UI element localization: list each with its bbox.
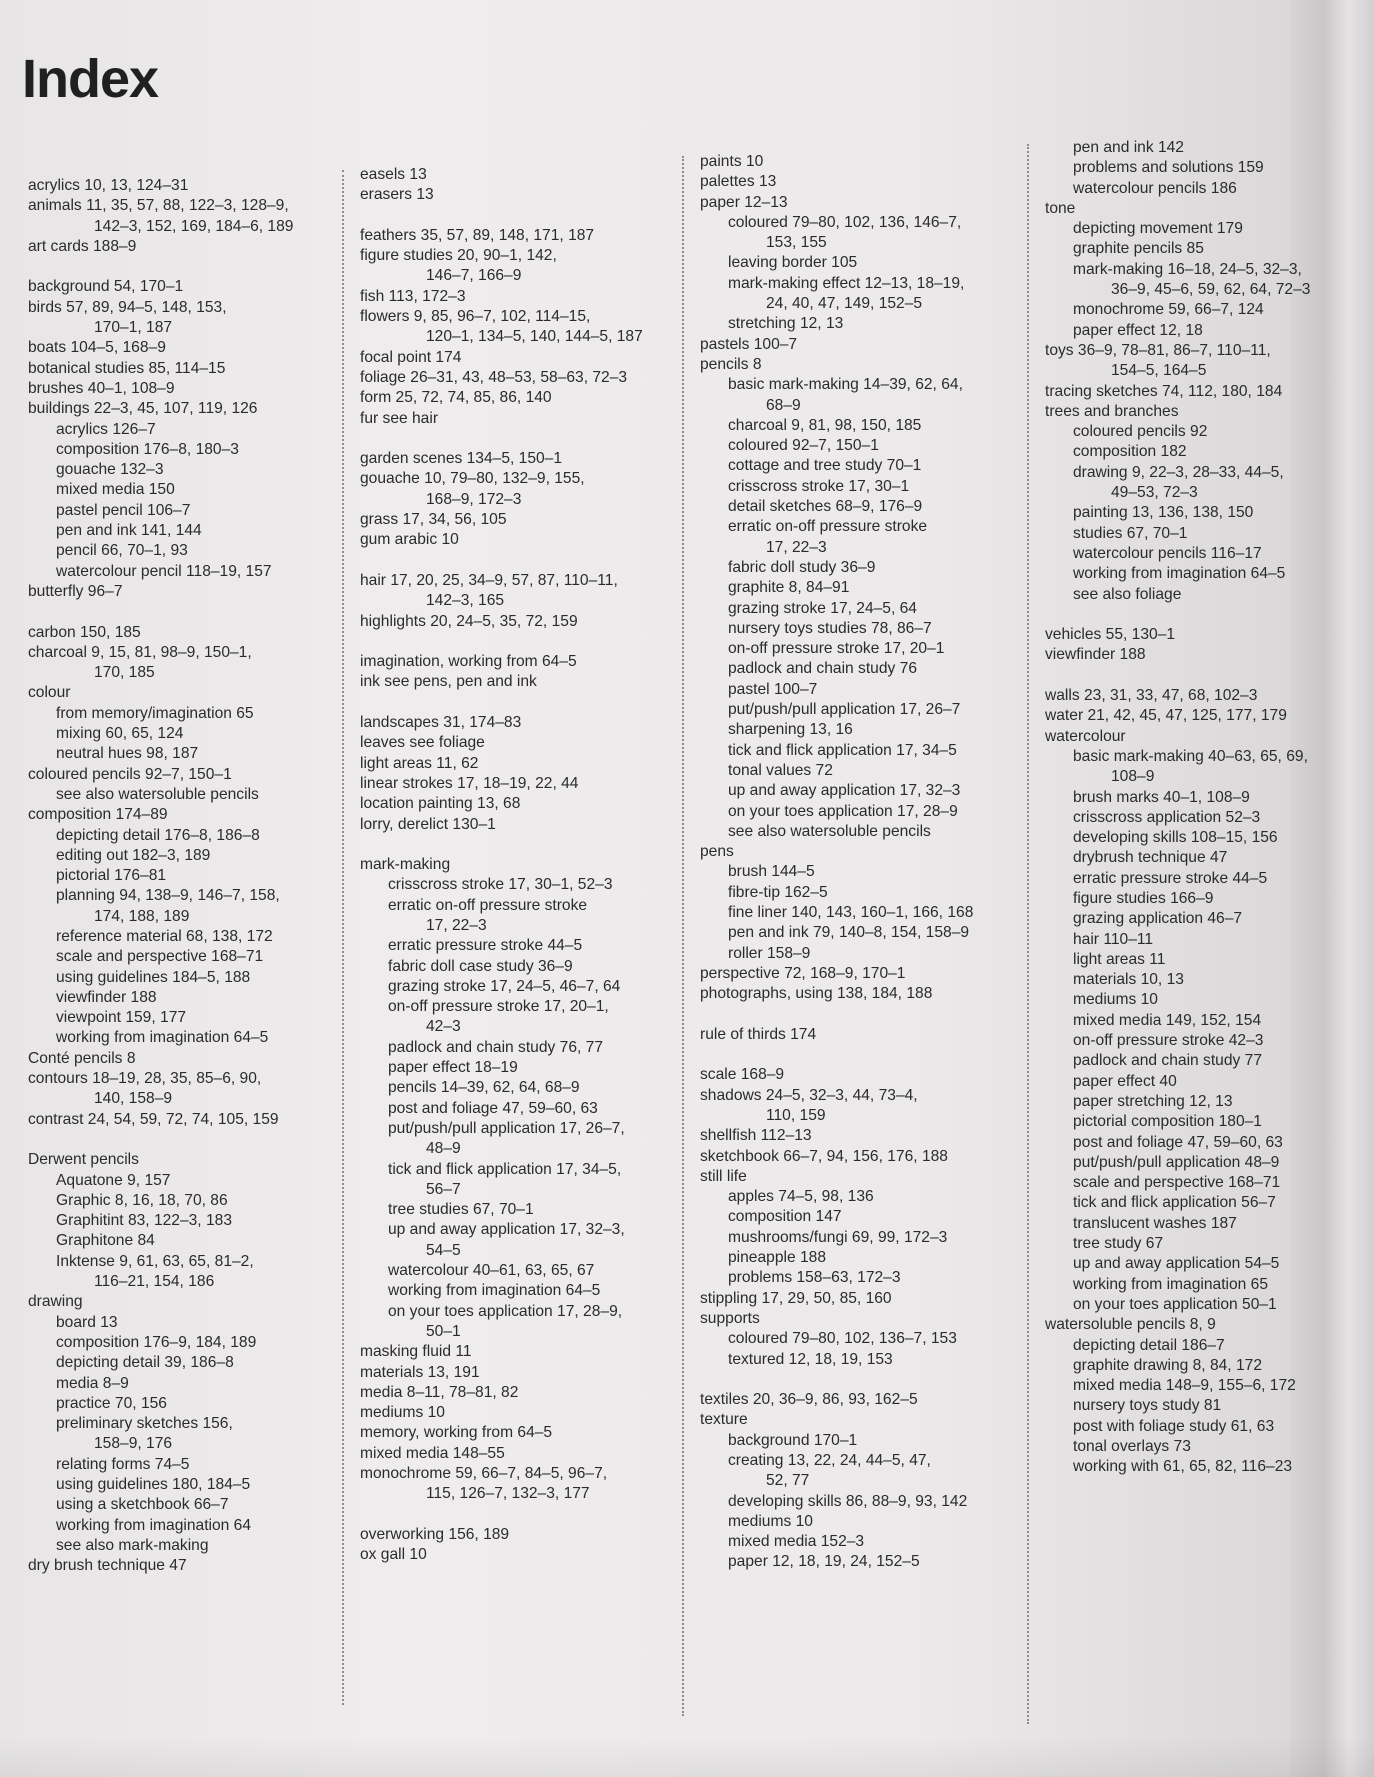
index-entry-continuation: 153, 155 [766, 234, 827, 252]
index-entry: coloured pencils 92–7, 150–1 [28, 765, 232, 783]
index-subentry: mediums 10 [1073, 991, 1158, 1009]
index-entry: Conté pencils 8 [28, 1049, 136, 1067]
index-subentry: translucent washes 187 [1073, 1214, 1237, 1232]
index-subentry: watercolour pencil 118–19, 157 [56, 562, 272, 580]
entry-spacer [360, 835, 660, 855]
index-entry: drawing [28, 1293, 83, 1311]
index-entry-continuation: 50–1 [426, 1322, 461, 1340]
index-entry: palettes 13 [700, 173, 777, 191]
index-subentry: nursery toys studies 78, 86–7 [728, 619, 932, 637]
entry-spacer [360, 206, 660, 226]
index-subentry: leaving border 105 [728, 254, 858, 272]
index-entry: form 25, 72, 74, 85, 86, 140 [360, 389, 552, 407]
entry-spacer [360, 1505, 660, 1525]
index-entry: boats 104–5, 168–9 [28, 339, 166, 357]
index-subentry: coloured 92–7, 150–1 [728, 437, 879, 455]
index-entry: background 54, 170–1 [28, 278, 184, 296]
index-entry: leaves see foliage [360, 734, 485, 752]
index-subentry: up and away application 17, 32–3 [728, 782, 961, 800]
index-subentry: mediums 10 [728, 1512, 813, 1530]
index-subentry: crisscross stroke 17, 30–1 [728, 477, 910, 495]
index-entry: acrylics 10, 13, 124–31 [28, 177, 189, 194]
index-entry: ox gall 10 [360, 1546, 427, 1564]
index-subentry: Graphitone 84 [56, 1232, 155, 1250]
index-subentry: up and away application 54–5 [1073, 1255, 1280, 1273]
index-subentry: tick and flick application 56–7 [1073, 1194, 1276, 1212]
index-entry: gouache 10, 79–80, 132–9, 155, [360, 470, 585, 488]
index-entry: carbon 150, 185 [28, 623, 141, 641]
index-entry: perspective 72, 168–9, 170–1 [700, 964, 906, 982]
index-entry: texture [700, 1411, 748, 1429]
index-entry: ink see pens, pen and ink [360, 673, 537, 691]
index-entry: paper 12–13 [700, 193, 788, 211]
index-subentry: tonal overlays 73 [1073, 1438, 1191, 1455]
index-entry: highlights 20, 24–5, 35, 72, 159 [360, 612, 578, 630]
index-subentry: pen and ink 142 [1073, 139, 1184, 156]
index-subentry: tree study 67 [1073, 1235, 1164, 1253]
index-subentry: mixed media 152–3 [728, 1533, 865, 1551]
index-entry: composition 174–89 [28, 806, 168, 824]
index-subentry: hair 110–11 [1073, 930, 1154, 948]
index-subentry: gouache 132–3 [56, 461, 164, 479]
index-subentry: basic mark-making 40–63, 65, 69, [1073, 747, 1308, 765]
index-entry: erasers 13 [360, 186, 434, 204]
index-subentry: on your toes application 17, 28–9 [728, 802, 958, 820]
entry-spacer [700, 1004, 1000, 1024]
index-subentry: post and foliage 47, 59–60, 63 [388, 1099, 598, 1117]
index-entry: foliage 26–31, 43, 48–53, 58–63, 72–3 [360, 368, 628, 386]
index-subentry: tree studies 67, 70–1 [388, 1201, 534, 1219]
index-entry-continuation: 48–9 [426, 1140, 461, 1158]
index-subentry: padlock and chain study 77 [1073, 1052, 1262, 1070]
index-subentry: paper effect 18–19 [388, 1059, 518, 1077]
index-entry: dry brush technique 47 [28, 1557, 187, 1575]
index-subentry: crisscross stroke 17, 30–1, 52–3 [388, 876, 613, 894]
index-subentry: pencils 14–39, 62, 64, 68–9 [388, 1079, 580, 1097]
index-subentry: composition 176–9, 184, 189 [56, 1333, 257, 1351]
index-entry: butterfly 96–7 [28, 582, 123, 600]
index-entry: landscapes 31, 174–83 [360, 714, 522, 732]
index-column-3 [700, 152, 1000, 1573]
index-subentry: pineapple 188 [728, 1249, 826, 1267]
index-subentry: fibre-tip 162–5 [728, 883, 828, 901]
index-entry-continuation: 170–1, 187 [94, 319, 173, 337]
index-subentry: mushrooms/fungi 69, 99, 172–3 [728, 1228, 948, 1246]
index-subentry: depicting detail 186–7 [1073, 1336, 1225, 1354]
index-subentry: mixed media 148–9, 155–6, 172 [1073, 1377, 1296, 1395]
index-subentry: graphite drawing 8, 84, 172 [1073, 1356, 1262, 1374]
entry-spacer [360, 551, 660, 571]
index-subentry: neutral hues 98, 187 [56, 745, 199, 763]
index-subentry: basic mark-making 14–39, 62, 64, [728, 376, 963, 394]
index-subentry: erratic pressure stroke 44–5 [388, 937, 583, 955]
index-subentry: problems 158–63, 172–3 [728, 1269, 901, 1287]
index-entry: watercolour [1045, 727, 1126, 745]
index-subentry: roller 158–9 [728, 944, 811, 962]
index-entry: Derwent pencils [28, 1151, 139, 1169]
index-subentry: monochrome 59, 66–7, 124 [1073, 301, 1264, 319]
index-subentry: see also mark-making [56, 1536, 209, 1554]
index-entry: pastels 100–7 [700, 335, 798, 353]
index-subentry: pictorial 176–81 [56, 867, 167, 885]
index-entry: vehicles 55, 130–1 [1045, 626, 1176, 644]
index-entry: rule of thirds 174 [700, 1025, 817, 1043]
index-subentry: pictorial composition 180–1 [1073, 1113, 1262, 1131]
index-entry-continuation: 116–21, 154, 186 [94, 1273, 215, 1291]
index-subentry: paper stretching 12, 13 [1073, 1092, 1233, 1110]
entry-spacer [700, 1370, 1000, 1390]
index-subentry: working from imagination 65 [1073, 1275, 1269, 1293]
index-entry: photographs, using 138, 184, 188 [700, 985, 933, 1003]
index-subentry: stretching 12, 13 [728, 315, 844, 333]
index-subentry: editing out 182–3, 189 [56, 846, 211, 864]
index-subentry: textured 12, 18, 19, 153 [728, 1350, 893, 1368]
index-entry: walls 23, 31, 33, 47, 68, 102–3 [1045, 687, 1258, 705]
index-subentry: developing skills 108–15, 156 [1073, 829, 1278, 847]
index-subentry: problems and solutions 159 [1073, 159, 1264, 177]
entry-spacer [28, 1130, 328, 1150]
index-entry-continuation: 146–7, 166–9 [426, 267, 522, 285]
entry-spacer [360, 632, 660, 652]
index-subentry: Graphitint 83, 122–3, 183 [56, 1212, 232, 1230]
index-entry-continuation: 54–5 [426, 1241, 461, 1259]
entry-spacer [700, 1045, 1000, 1065]
index-subentry: grazing application 46–7 [1073, 910, 1243, 928]
index-subentry: watercolour pencils 186 [1073, 179, 1237, 197]
index-entry: media 8–11, 78–81, 82 [360, 1383, 519, 1401]
index-entry: birds 57, 89, 94–5, 148, 153, [28, 298, 227, 316]
index-subentry: working with 61, 65, 82, 116–23 [1073, 1458, 1293, 1476]
index-subentry: composition 182 [1073, 443, 1187, 461]
index-subentry: acrylics 126–7 [56, 420, 156, 438]
index-subentry: Inktense 9, 61, 63, 65, 81–2, [56, 1252, 254, 1270]
index-subentry: crisscross application 52–3 [1073, 808, 1261, 826]
index-entry-continuation: 42–3 [426, 1018, 461, 1036]
index-subentry: nursery toys study 81 [1073, 1397, 1222, 1415]
index-subentry: cottage and tree study 70–1 [728, 457, 922, 475]
index-subentry: depicting detail 176–8, 186–8 [56, 826, 260, 844]
index-entry-continuation: 68–9 [766, 396, 801, 414]
index-subentry: erratic pressure stroke 44–5 [1073, 869, 1268, 887]
index-subentry: working from imagination 64 [56, 1516, 252, 1534]
index-entry: still life [700, 1167, 747, 1185]
index-entry: mediums 10 [360, 1404, 445, 1422]
index-subentry: see also watersoluble pencils [56, 785, 259, 803]
index-subentry: mark-making effect 12–13, 18–19, [728, 274, 965, 292]
index-subentry: fabric doll case study 36–9 [388, 957, 573, 975]
index-subentry: depicting movement 179 [1073, 220, 1243, 238]
index-subentry: mixed media 149, 152, 154 [1073, 1011, 1262, 1029]
index-subentry: put/push/pull application 48–9 [1073, 1153, 1280, 1171]
index-entry: light areas 11, 62 [360, 754, 479, 772]
index-subentry: viewfinder 188 [56, 988, 157, 1006]
index-entry: tracing sketches 74, 112, 180, 184 [1045, 382, 1283, 400]
index-entry: feathers 35, 57, 89, 148, 171, 187 [360, 226, 595, 244]
index-subentry: up and away application 17, 32–3, [388, 1221, 625, 1239]
entry-spacer [360, 693, 660, 713]
index-entry: viewfinder 188 [1045, 646, 1146, 664]
index-subentry: put/push/pull application 17, 26–7, [388, 1119, 625, 1137]
index-entry-continuation: 24, 40, 47, 149, 152–5 [766, 295, 923, 313]
index-subentry: graphite 8, 84–91 [728, 579, 850, 597]
index-entry: animals 11, 35, 57, 88, 122–3, 128–9, [28, 197, 289, 215]
index-subentry: post and foliage 47, 59–60, 63 [1073, 1133, 1283, 1151]
index-subentry: using guidelines 180, 184–5 [56, 1476, 251, 1493]
index-subentry: watercolour pencils 116–17 [1073, 544, 1262, 562]
index-entry-continuation: 168–9, 172–3 [426, 490, 522, 508]
index-entry: figure studies 20, 90–1, 142, [360, 247, 557, 265]
index-subentry: put/push/pull application 17, 26–7 [728, 701, 961, 719]
entry-spacer [360, 429, 660, 449]
index-entry: contours 18–19, 28, 35, 85–6, 90, [28, 1070, 262, 1088]
index-entry: trees and branches [1045, 402, 1179, 420]
index-entry-continuation: 174, 188, 189 [94, 907, 190, 925]
index-entry-continuation: 52, 77 [766, 1472, 810, 1490]
index-entry: grass 17, 34, 56, 105 [360, 511, 507, 529]
index-entry: flowers 9, 85, 96–7, 102, 114–15, [360, 308, 591, 326]
index-entry: fur see hair [360, 409, 439, 427]
index-entry: shellfish 112–13 [700, 1127, 812, 1145]
index-entry-continuation: 140, 158–9 [94, 1090, 173, 1108]
index-entry-continuation: 142–3, 152, 169, 184–6, 189 [94, 217, 294, 235]
index-subentry: detail sketches 68–9, 176–9 [728, 498, 923, 516]
index-subentry: on your toes application 50–1 [1073, 1295, 1277, 1313]
index-entry: easels 13 [360, 166, 427, 183]
column-divider [682, 156, 684, 1716]
index-subentry: mixed media 150 [56, 481, 175, 499]
index-subentry: using a sketchbook 66–7 [56, 1496, 229, 1514]
index-entry: fish 113, 172–3 [360, 287, 466, 305]
index-subentry: on-off pressure stroke 17, 20–1, [388, 998, 609, 1016]
index-subentry: post with foliage study 61, 63 [1073, 1417, 1275, 1435]
index-entry: hair 17, 20, 25, 34–9, 57, 87, 110–11, [360, 571, 618, 589]
page-shadow [0, 1737, 1374, 1777]
index-subentry: coloured 79–80, 102, 136–7, 153 [728, 1330, 957, 1348]
index-subentry: practice 70, 156 [56, 1394, 167, 1412]
index-entry-continuation: 158–9, 176 [94, 1435, 173, 1453]
index-subentry: paper effect 40 [1073, 1072, 1177, 1090]
index-subentry: coloured pencils 92 [1073, 423, 1208, 441]
index-column-4 [1045, 138, 1345, 1478]
index-subentry: pastel 100–7 [728, 680, 818, 698]
index-subentry: pastel pencil 106–7 [56, 501, 191, 519]
index-entry: charcoal 9, 15, 81, 98–9, 150–1, [28, 643, 252, 661]
index-subentry: working from imagination 64–5 [1073, 565, 1286, 583]
index-subentry: graphite pencils 85 [1073, 240, 1204, 258]
index-subentry: planning 94, 138–9, 146–7, 158, [56, 887, 280, 905]
index-subentry: brush marks 40–1, 108–9 [1073, 788, 1250, 806]
index-entry: tone [1045, 199, 1076, 217]
index-entry-continuation: 110, 159 [766, 1106, 826, 1124]
index-entry-continuation: 120–1, 134–5, 140, 144–5, 187 [426, 328, 643, 346]
index-entry: paints 10 [700, 153, 764, 170]
index-subentry: light areas 11 [1073, 950, 1166, 968]
page-title: Index [22, 49, 159, 109]
index-subentry: preliminary sketches 156, [56, 1415, 233, 1433]
index-subentry: mixing 60, 65, 124 [56, 725, 184, 743]
index-subentry: paper effect 12, 18 [1073, 321, 1203, 339]
index-subentry: mark-making 16–18, 24–5, 32–3, [1073, 260, 1302, 278]
index-entry: location painting 13, 68 [360, 795, 521, 813]
index-entry-continuation: 49–53, 72–3 [1111, 484, 1198, 502]
index-subentry: working from imagination 64–5 [56, 1029, 269, 1047]
index-subentry: fine liner 140, 143, 160–1, 166, 168 [728, 903, 974, 921]
index-subentry: drybrush technique 47 [1073, 849, 1228, 867]
index-subentry: background 170–1 [728, 1431, 858, 1449]
index-entry: pencils 8 [700, 355, 762, 373]
index-subentry: coloured 79–80, 102, 136, 146–7, [728, 213, 962, 231]
index-subentry: painting 13, 136, 138, 150 [1073, 504, 1254, 522]
index-subentry: relating forms 74–5 [56, 1455, 190, 1473]
index-subentry: reference material 68, 138, 172 [56, 927, 273, 945]
index-subentry: tonal values 72 [728, 761, 833, 779]
index-entry-continuation: 154–5, 164–5 [1111, 362, 1207, 380]
index-subentry: studies 67, 70–1 [1073, 524, 1188, 542]
index-entry: water 21, 42, 45, 47, 125, 177, 179 [1045, 707, 1287, 725]
index-entry-continuation: 108–9 [1111, 768, 1155, 786]
index-subentry: depicting detail 39, 186–8 [56, 1354, 234, 1372]
index-subentry: from memory/imagination 65 [56, 704, 254, 722]
index-entry: sketchbook 66–7, 94, 156, 176, 188 [700, 1147, 948, 1165]
index-subentry: pencil 66, 70–1, 93 [56, 542, 188, 560]
index-subentry: paper 12, 18, 19, 24, 152–5 [728, 1553, 920, 1571]
index-entry: monochrome 59, 66–7, 84–5, 96–7, [360, 1465, 608, 1482]
index-entry: lorry, derelict 130–1 [360, 815, 496, 833]
index-entry: overworking 156, 189 [360, 1525, 510, 1543]
index-subentry: composition 147 [728, 1208, 842, 1226]
index-subentry: media 8–9 [56, 1374, 129, 1392]
index-subentry: composition 176–8, 180–3 [56, 440, 239, 458]
index-subentry: materials 10, 13 [1073, 971, 1184, 989]
index-subentry: apples 74–5, 98, 136 [728, 1188, 874, 1206]
index-entry: stippling 17, 29, 50, 85, 160 [700, 1289, 892, 1307]
index-entry: toys 36–9, 78–81, 86–7, 110–11, [1045, 341, 1271, 359]
index-subentry: developing skills 86, 88–9, 93, 142 [728, 1492, 968, 1510]
index-subentry: drawing 9, 22–3, 28–33, 44–5, [1073, 463, 1284, 481]
index-entry-continuation: 170, 185 [94, 664, 155, 682]
index-subentry: pen and ink 141, 144 [56, 522, 202, 540]
index-entry: gum arabic 10 [360, 531, 459, 549]
index-subentry: on-off pressure stroke 17, 20–1 [728, 640, 945, 658]
index-subentry: grazing stroke 17, 24–5, 46–7, 64 [388, 977, 621, 995]
index-subentry: tick and flick application 17, 34–5 [728, 741, 957, 759]
index-subentry: Aquatone 9, 157 [56, 1171, 171, 1189]
index-column-1 [28, 176, 328, 1576]
index-subentry: charcoal 9, 81, 98, 150, 185 [728, 416, 922, 434]
index-entry: garden scenes 134–5, 150–1 [360, 450, 563, 468]
index-subentry: brush 144–5 [728, 863, 815, 881]
index-entry: focal point 174 [360, 348, 462, 366]
index-subentry: using guidelines 184–5, 188 [56, 968, 251, 986]
index-entry: mixed media 148–55 [360, 1444, 505, 1462]
index-subentry: working from imagination 64–5 [388, 1282, 601, 1300]
column-divider [342, 170, 344, 1705]
index-subentry: scale and perspective 168–71 [56, 948, 264, 966]
index-entry: botanical studies 85, 114–15 [28, 359, 226, 377]
index-subentry: grazing stroke 17, 24–5, 64 [728, 599, 917, 617]
index-subentry: viewpoint 159, 177 [56, 1009, 187, 1027]
index-subentry: fabric doll study 36–9 [728, 558, 876, 576]
index-entry-continuation: 115, 126–7, 132–3, 177 [426, 1485, 590, 1503]
index-entry: imagination, working from 64–5 [360, 653, 577, 671]
entry-spacer [1045, 605, 1345, 625]
index-entry-continuation: 142–3, 165 [426, 592, 505, 610]
entry-spacer [28, 602, 328, 622]
index-subentry: watercolour 40–61, 63, 65, 67 [388, 1262, 595, 1280]
index-entry: mark-making [360, 856, 451, 874]
index-entry-continuation: 17, 22–3 [426, 916, 487, 934]
column-divider [1027, 144, 1029, 1724]
index-entry: shadows 24–5, 32–3, 44, 73–4, [700, 1086, 918, 1104]
index-subentry: padlock and chain study 76, 77 [388, 1038, 604, 1056]
index-entry-continuation: 36–9, 45–6, 59, 62, 64, 72–3 [1111, 281, 1311, 299]
index-entry: colour [28, 684, 71, 702]
entry-spacer [1045, 666, 1345, 686]
index-subentry: see also watersoluble pencils [728, 822, 931, 840]
index-subentry: creating 13, 22, 24, 44–5, 47, [728, 1452, 931, 1469]
index-subentry: Graphic 8, 16, 18, 70, 86 [56, 1191, 228, 1209]
index-entry: scale 168–9 [700, 1066, 785, 1084]
index-subentry: on your toes application 17, 28–9, [388, 1302, 623, 1320]
index-subentry: see also foliage [1073, 585, 1182, 603]
index-subentry: board 13 [56, 1313, 118, 1331]
index-entry: materials 13, 191 [360, 1363, 480, 1381]
index-entry-continuation: 17, 22–3 [766, 538, 827, 556]
index-subentry: scale and perspective 168–71 [1073, 1174, 1281, 1192]
index-entry: masking fluid 11 [360, 1343, 472, 1361]
index-subentry: sharpening 13, 16 [728, 721, 853, 739]
index-subentry: erratic on-off pressure stroke [388, 896, 588, 914]
index-entry: buildings 22–3, 45, 107, 119, 126 [28, 400, 258, 418]
index-subentry: on-off pressure stroke 42–3 [1073, 1032, 1264, 1050]
index-entry: pens [700, 843, 734, 861]
index-entry: brushes 40–1, 108–9 [28, 379, 175, 397]
index-subentry: tick and flick application 17, 34–5, [388, 1160, 622, 1178]
index-entry: contrast 24, 54, 59, 72, 74, 105, 159 [28, 1110, 279, 1128]
index-entry: art cards 188–9 [28, 237, 137, 255]
index-subentry: padlock and chain study 76 [728, 660, 917, 678]
index-column-2 [360, 165, 660, 1565]
index-subentry: erratic on-off pressure stroke [728, 518, 928, 536]
entry-spacer [28, 257, 328, 277]
index-entry: textiles 20, 36–9, 86, 93, 162–5 [700, 1391, 918, 1409]
index-subentry: figure studies 166–9 [1073, 889, 1214, 907]
index-entry: watersoluble pencils 8, 9 [1045, 1316, 1216, 1334]
index-subentry: pen and ink 79, 140–8, 154, 158–9 [728, 924, 970, 942]
index-entry: supports [700, 1309, 760, 1327]
index-entry-continuation: 56–7 [426, 1180, 461, 1198]
index-entry: memory, working from 64–5 [360, 1424, 553, 1442]
index-entry: linear strokes 17, 18–19, 22, 44 [360, 774, 579, 792]
